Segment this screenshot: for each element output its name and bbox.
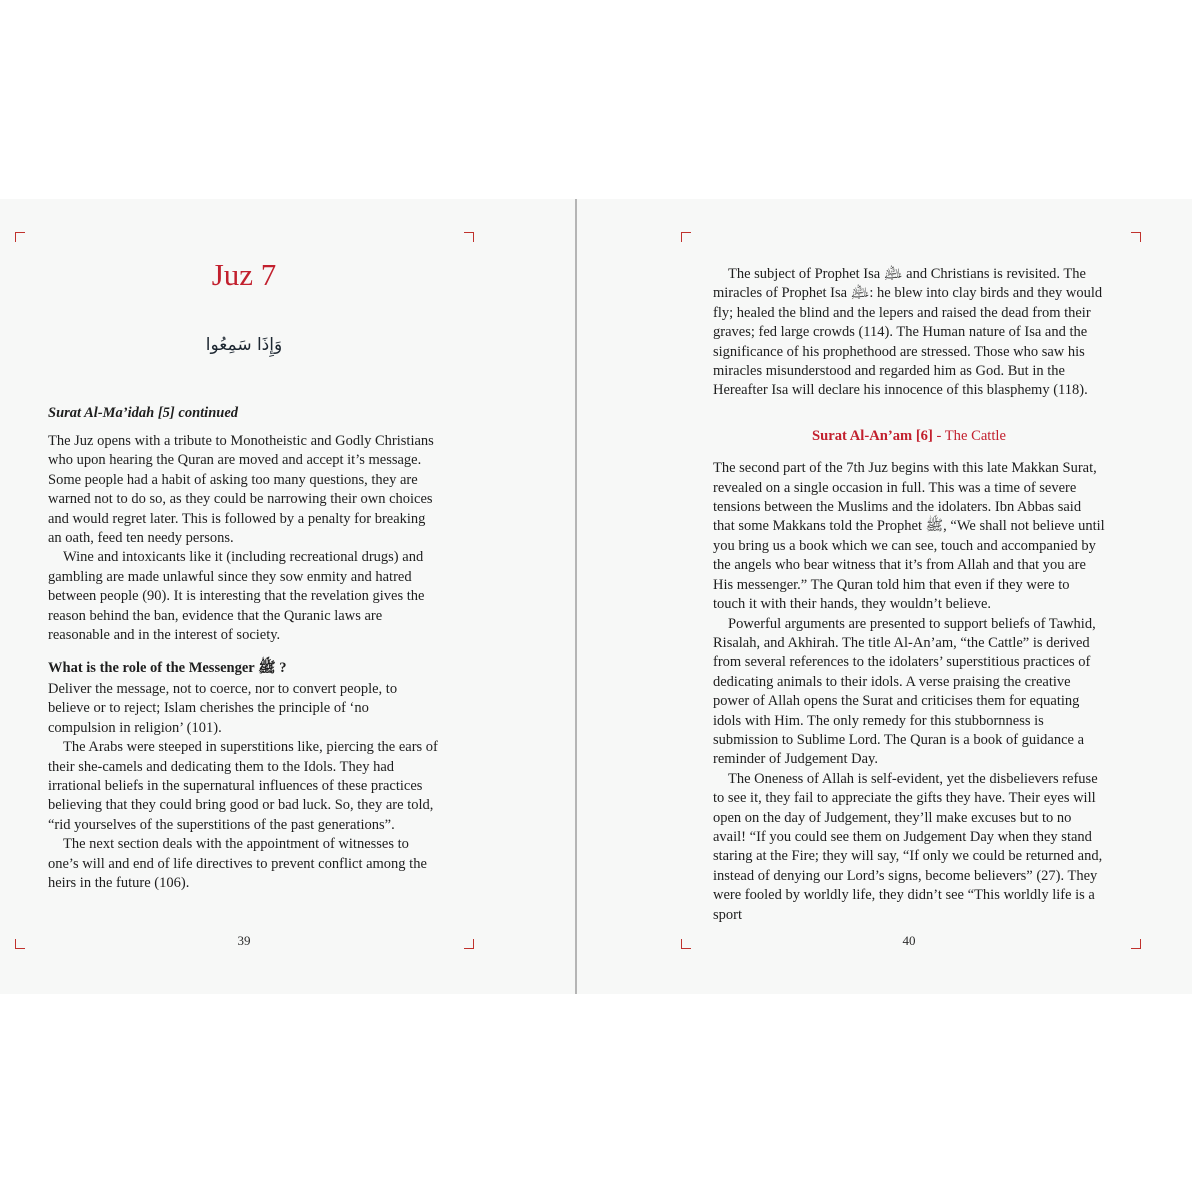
question-heading: What is the role of the Messenger ﷺ ? [48,660,287,677]
paragraph: Powerful arguments are presented to support beliefs of Tawhid, Risalah, and Akhirah. The title Al-An’am, “the Cattle” is derived from several references to the idolaters’ superstitious practices of dedicating animals to their idols. A verse praising the creative power of Allah opens the Surat and criticises them for equating idols with Him. The only remedy for this stubbornness is submission to Sublime Lord. The Quran is a book of guidance a reminder of Judgement Day. [713,615,1096,768]
surah-heading [713,427,1105,446]
left-page [0,199,575,994]
crop-mark-top-left-icon [681,232,691,242]
crop-mark-top-left-icon [15,232,25,242]
page-number: 39 [237,933,251,948]
paragraph: The next section deals with the appointment of witnesses to one’s will and end of life directives to prevent conflict among the heirs in the future (106). [48,836,427,891]
crop-mark-bottom-left-icon [681,939,691,949]
right-page [577,199,1192,994]
paragraph: The Arabs were steeped in superstitions like, piercing the ears of their she-camels and dedicating them to the Idols. They had irrational beliefs in the supernatural influences of these practices believing that they could bring good or bad luck. So, they are told, “rid yourselves of the superstitions of the past generations”. [48,739,438,833]
page-gutter-divider [575,199,577,994]
page-number: 40 [902,933,916,948]
crop-mark-bottom-right-icon [464,939,474,949]
right-page-text [713,265,1105,925]
left-page-text [48,432,440,893]
paragraph: The second part of the 7th Juz begins with this late Makkan Surat, revealed on a single occasion in full. This was a time of severe tensions between the Muslims and the idolaters. Ibn Abbas said that some Makkans told the Prophet ﷺ, “We shall not believe until you bring us a book which we can see, touch and accompanied by the angels who bear witness that it’s from Allah and that you are His messenger.” The Quran told him that even if they were to touch it with their hands, they wouldn’t believe. [713,460,1105,613]
book-spread [0,199,1192,994]
paragraph: The Oneness of Allah is self-evident, yet the disbelievers refuse to see it, they fail to appreciate the gifts they have. Their eyes will open on the day of Judgement, they’ll make excuses but to no avail! “If you could see them on Judgement Day when they stand staring at the Fire; they will say, “If only we could be returned and, instead of denying our Lord’s signs, become believers” (27). They were fooled by worldly life, they didn’t see “This worldly life is a sport [713,770,1103,923]
surah-heading-rest: - The Cattle [932,427,1006,444]
paragraph: Deliver the message, not to coerce, nor to convert people, to believe or to reject; Islam cherishes the principle of ‘no compulsion in religion’ (101). [48,680,398,736]
paragraph: The Juz opens with a tribute to Monotheistic and Godly Christians who upon hearing the Quran are moved and accept it’s message. Some people had a habit of asking too many questions, they are warned not to do so, as they could be narrowing their own choices and would regret later. This is followed by a penalty for breaking an oath, feed ten needy persons. [48,433,434,547]
arabic-verse: وَإِذَا سَمِعُوا [205,335,283,355]
crop-mark-top-right-icon [464,232,474,242]
surah-subtitle: Surat Al-Ma’idah [5] continued [48,405,239,421]
juz-title: Juz 7 [211,257,277,292]
paragraph: The subject of Prophet Isa ﵇ and Christians is revisited. The miracles of Prophet Isa ﵇: he blew into clay birds and they would fly; healed the blind and the lepers and raised the dead from their graves; fed large crowds (114). The Human nature of Isa and the significance of his prophethood are stressed. Those who saw his miracles misunderstood and regarded him as God. But in the Hereafter Isa will declare his innocence of this blasphemy (118). [713,266,1103,399]
surah-heading-bold: Surat Al-An’am [6] [812,427,933,444]
crop-mark-bottom-right-icon [1131,939,1141,949]
crop-mark-bottom-left-icon [15,939,25,949]
crop-mark-top-right-icon [1131,232,1141,242]
paragraph: Wine and intoxicants like it (including recreational drugs) and gambling are made unlawful since they sow enmity and hatred between people (90). It is interesting that the revelation gives the reason behind the ban, evidence that the Quranic laws are reasonable and in the interest of society. [48,549,425,644]
